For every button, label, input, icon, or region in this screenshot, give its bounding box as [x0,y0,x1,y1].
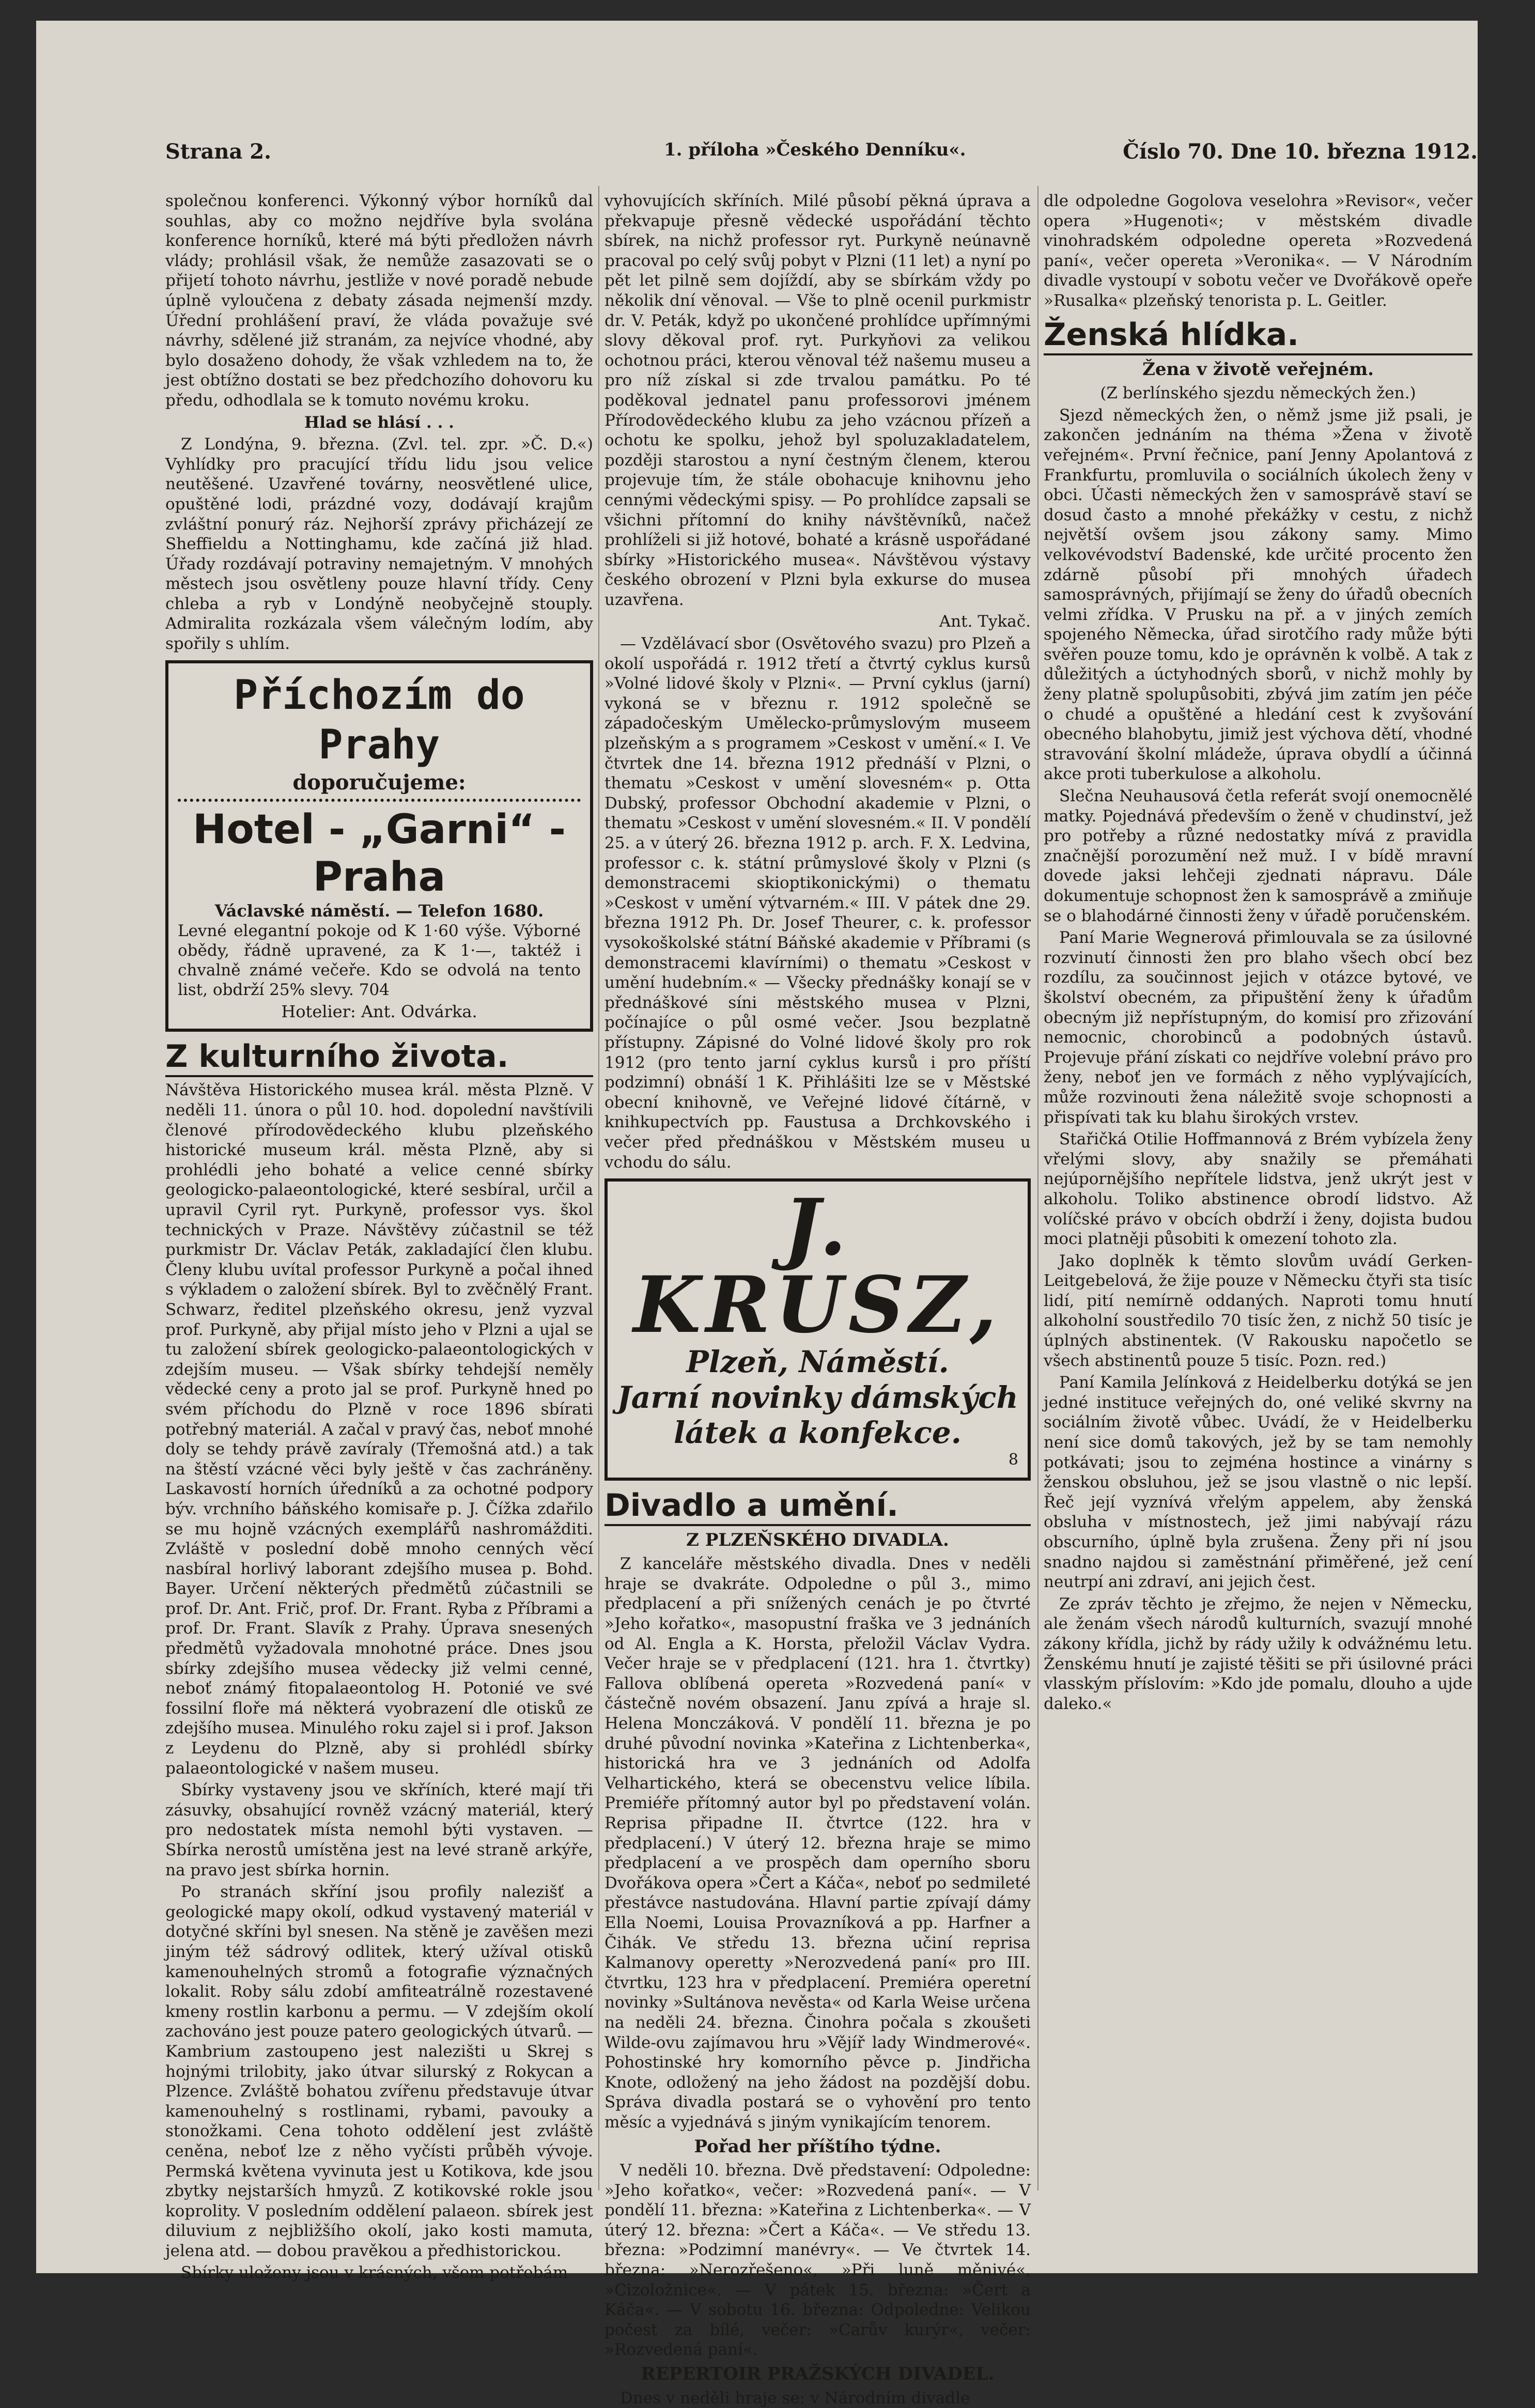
article-signature: Ant. Tykač. [939,612,1031,631]
hotel-name: Hotel - „Garni“ - Praha [193,806,566,901]
section-title: Divadlo a umění. [604,1487,1031,1526]
hotel-advertisement [165,660,593,1032]
subsection-title: REPERTOIR PRAŽSKÝCH DIVADEL. [641,2364,995,2385]
subsection-title: Z PLZEŇSKÉHO DIVADLA. [686,1529,949,1550]
article-paragraph: Z kanceláře městského divadla. Dnes v neděli hraje se dvakráte. Odpoledne o půl 3., mimo předplacení a při snížených cenách je po čtvrté »Jeho kořatko«, masopustní fraška ve 3 jednáních od Al. Engla a K. Horsta, přeložil Václav Vydra. Večer hraje se v předplacení (121. hra 1. čtvrtky) Fallova oblíbená opereta »Rozvedená paní« v částečně novém obsazení. Janu zpívá a hraje sl. Helena Monczáková. V pondělí 11. března je po druhé původní novinka »Kateřina z Lichtenberka«, historická hra ve 3 jednáních od Adolfa Velhartického, která se obecenstvu velice líbila. Premiéře přítomný autor byl po představení volán. Reprisa připadne II. čtvrtce (122. hra v předplacení.) V úterý 12. března hraje se mimo předplacení a ve prospěch dam operního sboru Dvořákova opera »Čert a Káča«, neboť po sedmileté přestávce nastudována. Hlavní partie zpívají dámy Ella Noemi, Louisa Provazníková a pp. Harfner a Čihák. Ve středu 13. března učiní reprisa Kalmanovy operetty »Nerozvedená paní« pro III. čtvrtku, 123 hra v předplacení. Premiéra operetní novinky »Sultánova nevěsta« od Karla Weise určena na neděli 24. března. Činohra počala s zkoušeti Wilde-ovu zajímavou hru »Vějíř lady Windmerové«. Pohostinské hry komorního pěvce p. Jindřicha Knote, odložený na jeho žádost na pozdější dobu. Správa divadla postará se o vyhovění pro tento měsíc a vyjednává s jiným vynikajícím tenorem. [604,1555,1031,2132]
section-title: Ženská hlídka. [1044,316,1472,355]
page-header [165,129,1478,176]
article-paragraph: Po stranách skříní jsou profily nalezišť a geologické mapy okolí, odkud vystavený materiál v dotyčné skříni byl snesen. Na stěně je zavěšen mezi jiným též sádrový odlitek, který užíval otisků kamenouhelných stromů a fotografie význačných lokalit. Roby sálu zdobí amfiteatrálně rozestavené kmeny rostlin karbonu a permu. — V zdejším okolí zachováno jest pouze patero geologických útvarů. — Kambrium zastoupeno jest nalezišti u Skrej s hojnými trilobity, jako útvar silurský z Rokycan a Plzence. Zvláště bohatou zvířenu představuje útvar kamenouhelný s rostlinami, rybami, pavouky a stonožkami. Cena tohoto oddělení jest zvláště ceněna, neboť lze z něho vyčísti průběh vývoje. Permská květena vyvinuta jest u Kotikova, kde jsou zbytky nejstarších hmyzů. Z kotikovské rokle jsou koprolity. V posledním oddělení palaeon. sbírek jest diluvium z nejbližšího okolí, jako kosti mamuta, jelena atd. — dobou pravěkou a předhistorickou. [165,1883,593,2260]
column-2 [604,191,1031,2407]
ad-title: Příchozím do Prahy [234,672,525,768]
article-title: Žena v životě veřejném. [1142,359,1374,380]
article-paragraph: Sjezd německých žen, o němž jsme již psali, je zakončen jednáním na théma »Žena v životě veřejném«. První řečnice, paní Jenny Apolantová z Frankfurtu, promluvila o sociálních úkolech ženy v obci. Účasti německých žen v samosprávě staví se dosud často a mnohé překážky v cestu, z nichž největší ovšem jsou zákony samy. Mimo velkovévodství Badenské, kde určité procento žen zdárně působí při mnohých úřadech samosprávných, přijímají se ženy do úřadů obecních velmi zřídka. V Prusku na př. a v jiných zemích spojeného Německa, úřad sirotčího rady může býti svěřen pouze tomu, kdo je oprávněn k volbě. A tak z důležitých a úctyhodných sborů, v nichž mohly by ženy platně spolupůsobiti, zbývá jim zatím jen péče o chudé a opuštěné a hledání cest k zvyšování obecného blahobytu, jimiž jest výchova dětí, vhodné stravování školní mládeže, úprava obydlí a účinná akce proti tuberkulose a alkoholu. [1044,406,1472,784]
issue-date: Číslo 70. Dne 10. března 1912. [1123,139,1478,164]
page-number: Strana 2. [165,139,272,164]
ad-company-place: Plzeň, Náměstí. [686,1344,949,1380]
article-paragraph: Stařičká Otilie Hoffmannová z Brém vybízela ženy vřelými slovy, aby snažily se přemáhati nejúpornějšího nepřítele lidstva, jenž ukrýt jest v alkoholu. Toliko abstinence obrodí lidstvo. Až volíčské právo v obcích obdrží i ženy, dojista budou moci platněji působiti k omezení tohoto zla. [1044,1130,1472,1249]
ad-company-name: J. KRUSZ, [633,1182,1002,1351]
article-paragraph: vyhovujících skříních. Milé působí pěkná úprava a překvapuje přesně vědecké uspořádání těchto sbírek, na nichž professor ryt. Purkyně neúnavně pracoval po celý svůj pobyt v Plzni (11 let) a nyní po pět let pilně sem dojíždí, aby se sbírkám vždy po několik dní věnoval. — Vše to plně ocenil purkmistr dr. V. Peták, když po ukončené prohlídce upřímnými slovy děkoval prof. ryt. Purkyňovi za velikou ochotnou práci, kterou věnoval též našemu museu a pro níž získal si zde trvalou památku. Po té poděkoval jednatel panu professorovi jménem Přírodovědeckého klubu za jeho vzácnou přízeň a ochotu ke spolku, jehož byl spoluzakladatelem, později starostou a nyní čestným členem, kterou projevuje tím, že stále obohacuje knihovnu jeho cennými vědeckými spisy. — Po prohlídce zapsali se všichni přítomní do knihy návštěvníků, načež prohlíželi si již hotové, bohaté a krásně uspořádané sbírky »Historického musea«. Návštěvou výstavy českého obrození v Plzni byla exkurse do musea uzavřena. [604,192,1031,609]
ad-slogan-line-2: látek a konfekce. [674,1415,962,1451]
krusz-advertisement [604,1178,1031,1481]
article-paragraph: Slečna Neuhausová četla referát svojí onemocnělé matky. Pojednává především o ženě v chudinství, jež pro potřeby a různé nedostatky mívá z pravidla značnější porozumění než muž. I v bídě mravní dovede jaksi lehčeji zjednati nápravu. Dále dokumentuje schopnost žen k samosprávě a zmiňuje se o blahodárné činnosti ženy v úřadě poručenském. [1044,787,1472,925]
article-paragraph: Ze zpráv těchto je zřejmo, že nejen v Německu, ale ženám všech národů kulturních, svazují mnohé zákony křídla, jichž by rády užily k odvážnému letu. Ženskému hnutí je zajisté těšiti se při úsilovné práci vlasským příslovím: »Kdo jde pomalu, dlouho a ujde daleko.« [1044,1594,1472,1713]
article-paragraph: V neděli 10. března. Dvě představení: Odpoledne: »Jeho kořatko«, večer: »Rozvedená paní«. — V pondělí 11. března: »Kateřina z Lichtenberka«. — V úterý 12. března: »Čert a Káča«. — Ve středu 13. března: »Podzimní manévry«. — Ve čtvrtek 14. března: »Nerozřešeno«, »Při luně měnivé«, »Cizoložnice«. — V pátek 15. března: »Čert a Káča«. — V sobotu 16. března: Odpoledne: Velikou počest za bílé, večer: »Carův kurýr«, večer: »Rozvedená paní«. [604,2161,1031,2359]
article-paragraph: Jako doplněk k těmto slovům uvádí Gerken-Leitgebelová, že žije pouze v Německu čtyři sta tisíc lidí, pití nemírně oddaných. Naproti tomu hnutí alkoholní soustředilo 70 tisíc žen, z nichž 50 tisíc je úplných abstinentek. (V Rakousku napočetlo se všech abstinentů pouze 5 tisíc. Pozn. red.) [1044,1251,1472,1370]
ad-subtitle: doporučujeme: [292,770,466,795]
article-source: (Z berlínského sjezdu německých žen.) [1100,384,1416,403]
column-3 [1044,191,1472,2185]
article-paragraph: Paní Kamila Jelínková z Heidelberku dotýká se jen jedné instituce veřejných do, oné veliké skvrny na sociálním životě vůbec. Uvádí, že v Heidelberku není sice domů takových, jež by se tam nemohly potkávati; jsou to zejména hostince a vinárny s ženskou obsluhou, jež se jsou vlastně o nic lepší. Řeč její vyznívá vřelým appelem, aby ženská obsluha v místnostech, jež jimi nabývají rázu obscurního, úplně byla zrušena. Ženy při ní jsou snadno najdou si zaměstnání přiměřené, jež cení neutrpí ani zdraví, ani jejich čest. [1044,1373,1472,1592]
hotel-offer: Levné elegantní pokoje od K 1·60 výše. Výborné obědy, řádně upravené, za K 1·—, taktéž i chvalně známé večeře. Kdo se odvolá na tento list, obdrží 25% slevy. 704 [178,921,581,999]
column-rule [1037,186,1038,2190]
article-paragraph: — Vzdělávací sbor (Osvětového svazu) pro Plzeň a okolí uspořádá r. 1912 třetí a čtvrtý cyklus kursů »Volné lidové školy v Plzni«. — První cyklus (jarní) vykoná se v březnu r. 1912 společně se západočeským Umělecko-průmyslovým museem plzeňským a s programem »Ceskost v umění.« I. Ve čtvrtek dne 14. března 1912 přednáší v Plzni, o thematu »Ceskost v umění slovesném« p. Otta Dubský, professor Obchodní akademie v Plzni, o thematu »Ceskost v umění slovesném.« II. V pondělí 25. a v úterý 26. března 1912 p. arch. F. X. Ledvina, professor c. k. státní průmyslové školy v Plzni (s demonstracemi skioptikonickými) o thematu »Ceskost v umění výtvarném.« III. V pátek dne 29. března 1912 Ph. Dr. Josef Theurer, c. k. professor vysokoškolské státní Báňské akademie v Příbrami (s demonstracemi klavírními) o thematu »Ceskost v umění hudebním.« — Všecky přednášky konají se v přednáškové síni městského musea v Plzni, počínajíce o půl osmé večer. Jsou bezplatně přístupny. Zápisné do Volné lidové školy pro rok 1912 (pro tento jarní cyklus kursů i pro příští podzimní) obnáší 1 K. Přihlášiti lze se v Městské obecní knihovně, ve Veřejné lidové čítárně, v knihkupectvích pp. Faustusa a Drchkovského i večer před přednáškou v Městském museu u vchodu do sálu. [604,634,1031,1172]
article-paragraph: společnou konferenci. Výkonný výbor horníků dal souhlas, aby co možno nejdříve byla svolána konference horníků, které má býti předložen návrh vlády; prohlásil však, že nemůže zasazovati se o přijetí tohoto návrhu, jestliže v nové poradě nebude úplně vyloučena z debaty zásada nejmenší mzdy. Úřední prohlášení praví, že vláda považuje své návrhy, sdělené již stranám, za nejvíce vhodné, aby bylo dosaženo dohody, že však vzhledem na to, že jest obtížno dostati se bez předchozího dohovoru ku předu, odhodlala se k tomuto novému kroku. [165,192,593,410]
ad-number: 8 [1008,1451,1018,1469]
supplement-title: 1. příloha »Českého Denníku«. [664,139,966,160]
column-1 [165,191,593,2282]
section-title: Z kulturního života. [165,1038,593,1077]
article-paragraph: Sbírky uloženy jsou v krásných, všem potřebám [181,2263,568,2282]
article-paragraph: Dnes v neděli hraje se: v Národním divadle [620,2388,970,2407]
ad-divider [178,799,581,802]
newspaper-page [36,21,1478,2407]
article-paragraph: Sbírky vystaveny jsou ve skříních, které mají tři zásuvky, obsahující rovněž vzácný materiál, který pro nedostatek místa nemohl býti vystaven. — Sbírka nerostů umístěna jest na levé straně arkýře, na pravo jest sbírka hornin. [165,1781,593,1879]
article-paragraph: Paní Marie Wegnerová přimlouvala se za úsilovné rozvinutí činnosti žen pro blaho všech obcí bez rozdílu, za součinnost jejich v otázce bytové, ve školství obecném, za připuštění ženy k úřadům obecným již nepřístupným, do komisí pro zřizování nemocnic, chorobinců a podobných ústavů. Projevuje přání získati co nejdříve volební právo pro ženy, neboť jen ve formách z něho vyplývajících, může rozvinouti žena náležitě svoje schopnosti a přispívati tak ku blahu širokých vrstev. [1044,928,1472,1127]
article-headline: Hlad se hlásí . . . [304,413,454,432]
ad-slogan-line-1: Jarní novinky dámských [617,1380,1018,1416]
article-paragraph: Z Londýna, 9. března. (Zvl. tel. zpr. »Č. D.«) Vyhlídky pro pracující třídu lidu jsou velice neutěšené. Uzavřené továrny, neosvětlené ulice, opuštěné lodi, prázdné vozy, dodávají krajům zvláštní ponurý ráz. Nejhorší zprávy přicházejí ze Sheffieldu a Nottinghamu, kde začíná již hlad. Úřady rozdávají potraviny nemajetným. V mnohých městech jsou osvětleny pouze hlavní třídy. Ceny chleba a ryb v Londýně neobyčejně stouply. Admiralita rozkázala všem válečným lodím, aby spořily s uhlím. [165,435,593,654]
hotel-owner: Hotelier: Ant. Odvárka. [281,1001,477,1021]
hotel-address: Václavské náměstí. — Telefon 1680. [214,901,544,921]
column-rule [598,186,599,2190]
article-paragraph: dle odpoledne Gogolova veselohra »Revisor«, večer opera »Hugenoti«; v městském divadle vinohradském odpoledne opereta »Rozvedená paní«, večer opereta »Veronika«. — V Národním divadle vystoupí v sobotu večer ve Dvořákově opeře »Rusalka« plzeňský tenorista p. L. Geitler. [1044,192,1472,310]
subsection-title: Pořad her příštího týdne. [694,2136,941,2157]
article-paragraph: Návštěva Historického musea král. města Plzně. V neděli 11. února o půl 10. hod. dopolední navštívili členové přírodovědeckého klubu plzeňského historické museum král. města Plzně, aby si prohlédli jeho bohaté a velice cenné sbírky geologicko-palaeontologické, které sesbíral, určil a upravil Cyril ryt. Purkyně, professor vys. škol technických v Praze. Návštěvy zúčastnil se též purkmistr Dr. Václav Peták, zakladající člen klubu. Členy klubu uvítal professor Purkyně a počal ihned s výkladem o založení sbírek. Byl to zvěčnělý Frant. Schwarz, ředitel plzeňského okresu, jenž vyzval prof. Purkyně, aby přijal místo jeho v Plzni a ujal se tu založení sbírek geologicko-palaeontologických v zdejším museu. — Však sbírky tehdejší neměly vědecké ceny a proto jal se prof. Purkyně hned po svém příchodu do Plzně v roce 1896 sbírati potřebný materiál. A začal v pravý čas, neboť mnohé doly se tehdy právě zavíraly (Třemošná atd.) a tak na štěstí vzácné věci byly ještě v čas zachráněny. Laskavostí horních úředníků a za ochotné podpory býv. vrchního báňského komisaře p. J. Čížka zdařilo se mu hojně vzácných exemplářů nashromážditi. Zvláště v poslední době mnoho cenných věcí nasbíral horlivý laborant zdejšího musea p. Bohd. Bayer. Určení některých předmětů zúčastnili se prof. Dr. Ant. Frič, prof. Dr. Frant. Ryba z Příbrami a prof. Dr. Frant. Slavík z Prahy. Úprava snesených předmětů vyžadovala mnohotné práce. Dnes jsou sbírky zdejšího musea vědecky již velmi cenné, neboť známý fitopalaeontolog H. Potonié ve své fossilní floře má některá vyobrazení dle otisků ze zdejšího musea. Minulého roku zajel si i prof. Jakson z Leydenu do Plzně, aby si prohlédl sbírky palaeontologické v našem museu. [165,1081,593,1778]
